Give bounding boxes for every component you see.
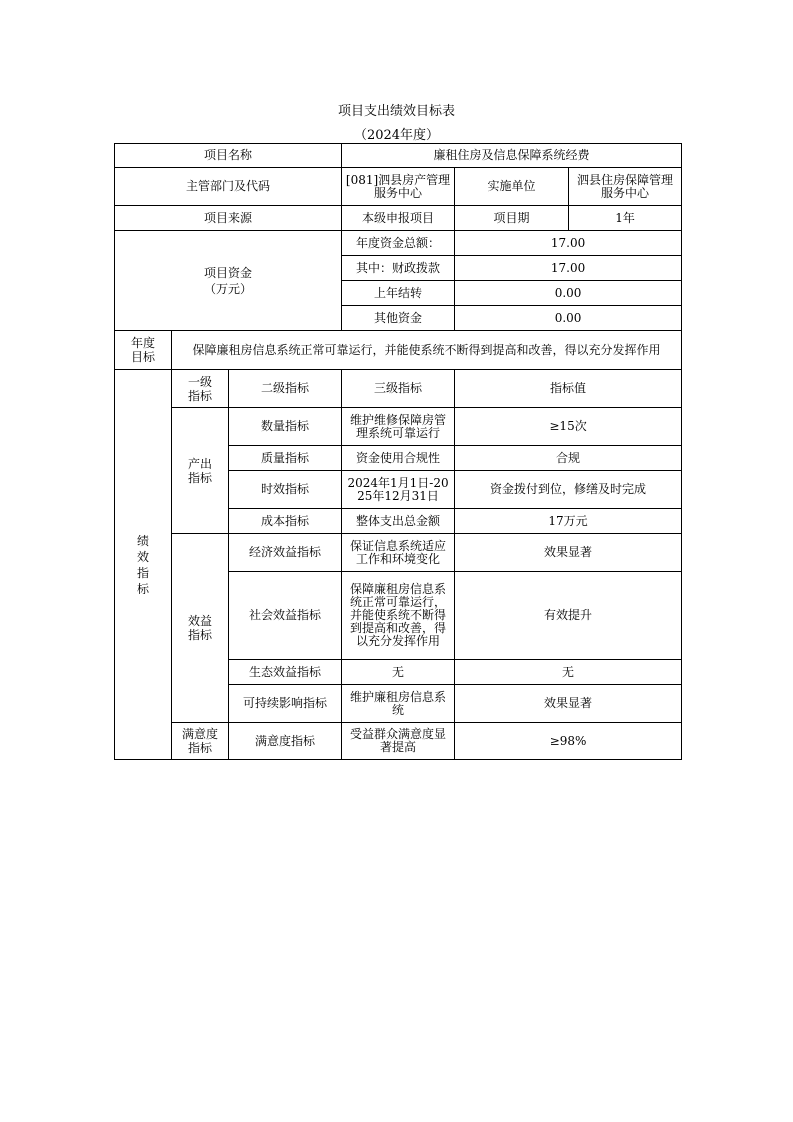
benefit-value: 无	[455, 660, 682, 685]
benefit-indicators-label: 效益指标	[172, 534, 229, 723]
document-title: 项目支出绩效目标表	[337, 104, 455, 119]
project-source-label: 项目来源	[115, 206, 342, 231]
project-name-label: 项目名称	[115, 144, 342, 168]
benefit-value: 效果显著	[455, 534, 682, 572]
header-level2: 二级指标	[229, 370, 342, 408]
funds-fiscal-label: 其中：财政拨款	[342, 256, 455, 281]
benefit-level3: 保证信息系统适应工作和环境变化	[342, 534, 455, 572]
department-value: [081]泗县房产管理服务中心	[342, 168, 455, 206]
performance-goal-table	[114, 143, 682, 760]
output-level3: 整体支出总金额	[342, 509, 455, 534]
funds-total-value: 17.00	[455, 231, 682, 256]
satisfaction-level2: 满意度指标	[229, 723, 342, 760]
satisfaction-indicators-label: 满意度指标	[172, 723, 229, 760]
benefit-value: 有效提升	[455, 572, 682, 660]
benefit-level2: 生态效益指标	[229, 660, 342, 685]
funds-fiscal-value: 17.00	[455, 256, 682, 281]
output-value: 资金拨付到位，修缮及时完成	[455, 471, 682, 509]
header-level3: 三级指标	[342, 370, 455, 408]
indicator-header-row	[115, 370, 682, 408]
funds-carryover-value: 0.00	[455, 281, 682, 306]
implementing-unit-value: 泗县住房保障管理服务中心	[569, 168, 682, 206]
project-period-value: 1年	[569, 206, 682, 231]
department-row	[115, 168, 682, 206]
indicator-row	[115, 408, 682, 446]
funds-other-label: 其他资金	[342, 306, 455, 331]
output-level2: 数量指标	[229, 408, 342, 446]
benefit-level2: 经济效益指标	[229, 534, 342, 572]
benefit-level3: 保障廉租房信息系统正常可靠运行，并能使系统不断得到提高和改善，得以充分发挥作用	[342, 572, 455, 660]
indicator-row	[115, 723, 682, 760]
annual-goal-text: 保障廉租房信息系统正常可靠运行，并能使系统不断得到提高和改善，得以充分发挥作用	[172, 331, 682, 370]
header-value: 指标值	[455, 370, 682, 408]
project-name-row	[115, 144, 682, 168]
output-level2: 时效指标	[229, 471, 342, 509]
performance-indicators-label: 绩效指标	[115, 370, 172, 760]
funds-total-label: 年度资金总额：	[342, 231, 455, 256]
project-period-label: 项目期	[455, 206, 569, 231]
funds-other-value: 0.00	[455, 306, 682, 331]
funds-carryover-label: 上年结转	[342, 281, 455, 306]
output-level2: 成本指标	[229, 509, 342, 534]
output-level3: 2024年1月1日-2025年12月31日	[342, 471, 455, 509]
output-indicators-label: 产出指标	[172, 408, 229, 534]
header-level1: 一级指标	[172, 370, 229, 408]
satisfaction-value: ≥98%	[455, 723, 682, 760]
output-value: 合规	[455, 446, 682, 471]
output-level3: 维护维修保障房管理系统可靠运行	[342, 408, 455, 446]
annual-goal-label: 年度目标	[115, 331, 172, 370]
benefit-level3: 无	[342, 660, 455, 685]
funds-total-row	[115, 231, 682, 256]
implementing-unit-label: 实施单位	[455, 168, 569, 206]
output-value: ≥15次	[455, 408, 682, 446]
indicator-row	[115, 534, 682, 572]
satisfaction-level3: 受益群众满意度显著提高	[342, 723, 455, 760]
benefit-level2: 可持续影响指标	[229, 685, 342, 723]
project-source-value: 本级申报项目	[342, 206, 455, 231]
benefit-level3: 维护廉租房信息系统	[342, 685, 455, 723]
project-name-value: 廉租住房及信息保障系统经费	[342, 144, 682, 168]
project-source-row	[115, 206, 682, 231]
department-label: 主管部门及代码	[115, 168, 342, 206]
annual-goal-row	[115, 331, 682, 370]
output-level2: 质量指标	[229, 446, 342, 471]
project-funds-label: 项目资金（万元）	[115, 231, 342, 331]
benefit-value: 效果显著	[455, 685, 682, 723]
benefit-level2: 社会效益指标	[229, 572, 342, 660]
output-level3: 资金使用合规性	[342, 446, 455, 471]
document-subtitle: （2024年度）	[353, 128, 440, 143]
output-value: 17万元	[455, 509, 682, 534]
